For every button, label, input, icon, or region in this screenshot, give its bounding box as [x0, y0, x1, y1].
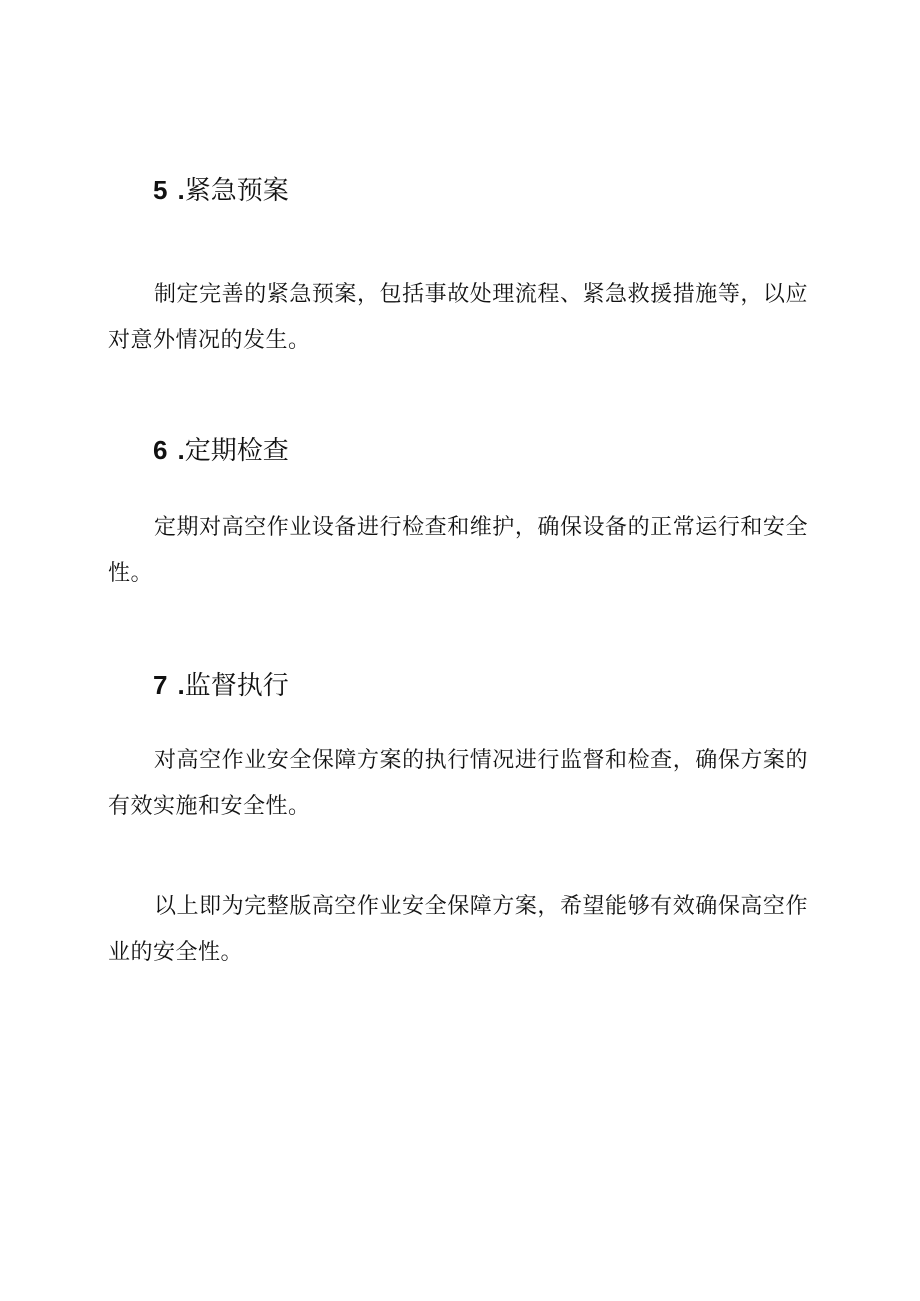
section-dot: .: [177, 435, 185, 465]
section-title: 监督执行: [184, 671, 289, 701]
section-body-6: 定期对高空作业设备进行检查和维护，确保设备的正常运行和安全性。: [108, 515, 808, 586]
section-number: 6: [153, 435, 168, 465]
section-number: 5: [153, 175, 168, 205]
section-title: 紧急预案: [184, 176, 289, 206]
conclusion-paragraph: 以上即为完整版高空作业安全保障方案，希望能够有效确保高空作业的安全性。: [108, 894, 808, 965]
section-heading-5: [153, 172, 289, 209]
section-number: 7: [153, 670, 168, 700]
section-title: 定期检查: [184, 436, 289, 466]
section-heading-6: [153, 432, 289, 469]
section-heading-7: [153, 667, 289, 704]
section-body-5: 制定完善的紧急预案，包括事故处理流程、紧急救援措施等，以应对意外情况的发生。: [108, 282, 808, 353]
section-body-7: 对高空作业安全保障方案的执行情况进行监督和检查，确保方案的有效实施和安全性。: [108, 748, 808, 819]
section-dot: .: [177, 175, 185, 205]
section-dot: .: [177, 670, 185, 700]
